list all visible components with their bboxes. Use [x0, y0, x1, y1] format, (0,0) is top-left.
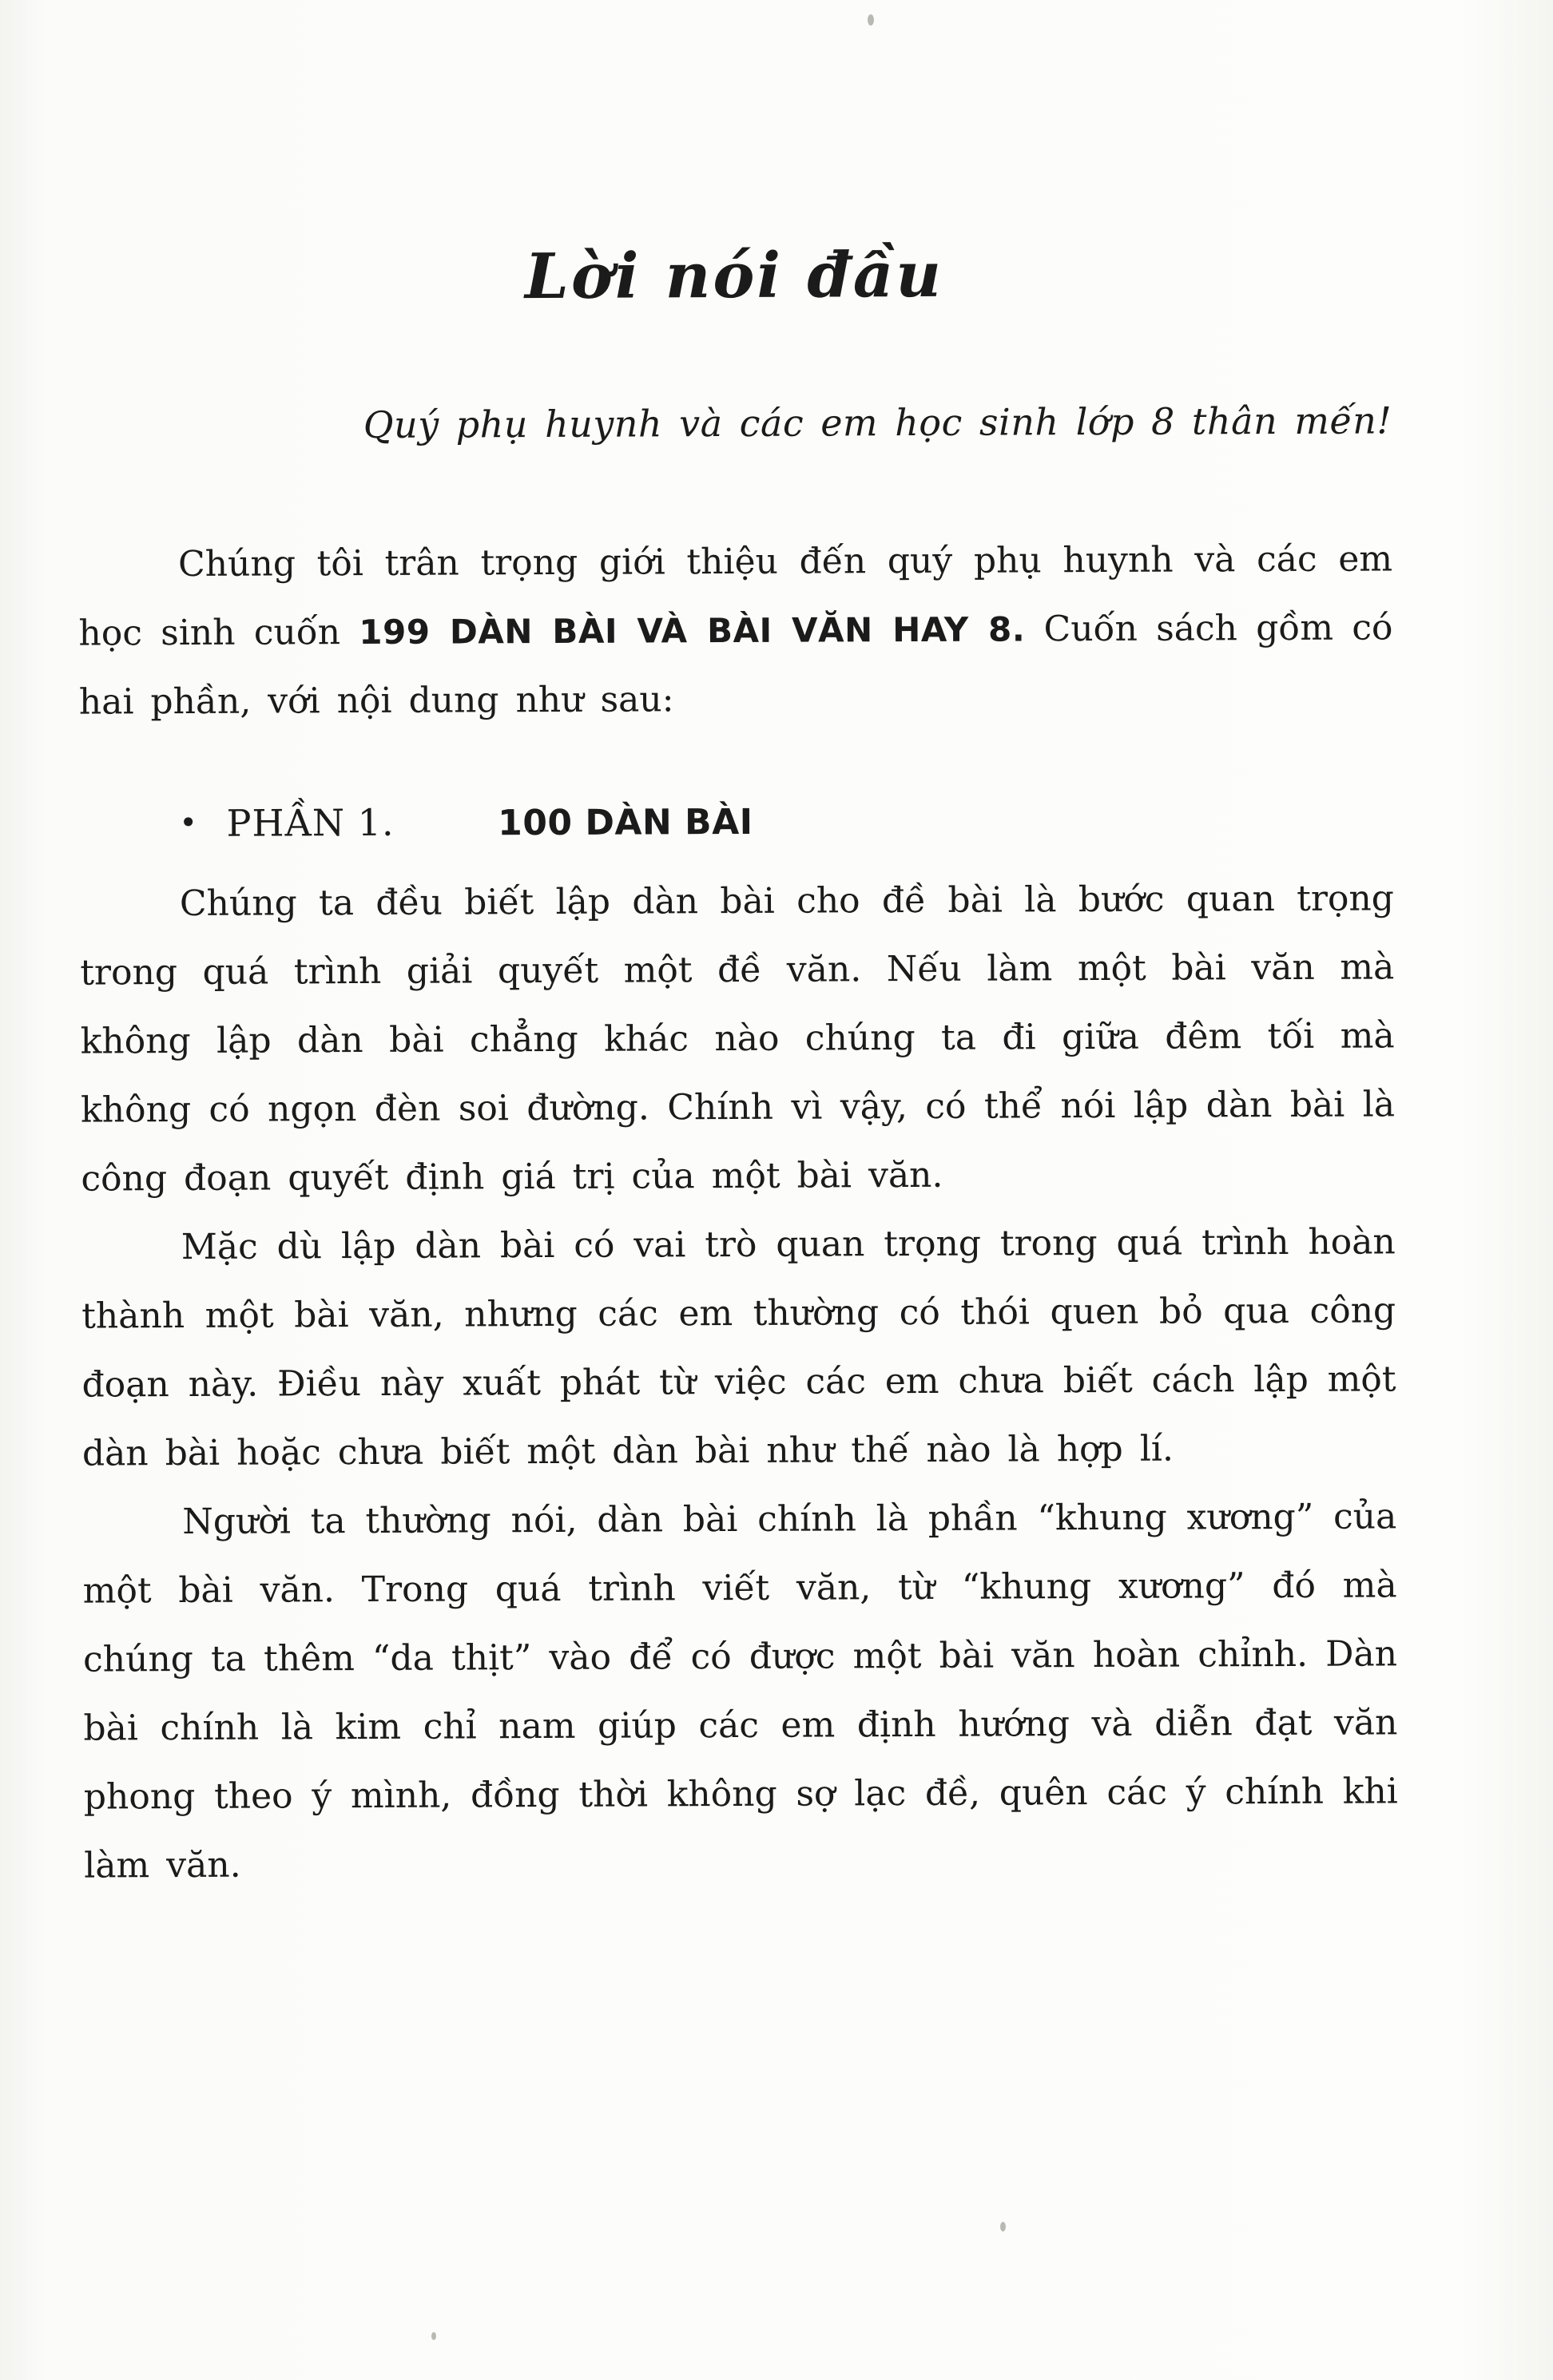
body-paragraph-3: Người ta thường nói, dàn bài chính là phần “khung xương” của một bài văn. Trong quá trình viết văn, từ “khung xương” đó mà chúng ta thêm “da thịt” vào để có được một bài văn hoàn chỉnh. Dàn bài chính là kim chỉ nam giúp các em định hướng và diễn đạt văn phong theo ý mình, đồng thời không sợ lạc đề, quên các ý chính khi làm văn. [82, 1496, 1398, 1886]
book-title: 199 DÀN BÀI VÀ BÀI VĂN HAY 8. [359, 609, 1026, 653]
intro-text-before: Chúng tôi trân trọng giới thiệu đến quý phụ huynh và các em học sinh cuốn [78, 538, 1393, 654]
section-title: 100 DÀN BÀI [498, 801, 753, 844]
intro-paragraph [78, 525, 1393, 736]
section-heading [79, 793, 1393, 849]
scan-speck [431, 2332, 436, 2340]
body-paragraph-2: Mặc dù lập dàn bài có vai trò quan trọng trong quá trình hoàn thành một bài văn, nhưng các em thường có thói quen bỏ qua công đoạn này. Điều này xuất phát từ việc các em chưa biết cách lập một dàn bài hoặc chưa biết một dàn bài như thế nào là hợp lí. [81, 1221, 1396, 1474]
intro-text-after: Cuốn sách gồm có hai phần, với nội dung như sau: [78, 607, 1393, 723]
body-paragraph-1: Chúng ta đều biết lập dàn bài cho đề bài là bước quan trọng trong quá trình giải quyết một đề văn. Nếu làm một bài văn mà không lập dàn bài chẳng khác nào chúng ta đi giữa đêm tối mà không có ngọn đèn soi đường. Chính vì vậy, có thể nói lập dàn bài là công đoạn quyết định giá trị của một bài văn. [80, 878, 1396, 1200]
salutation-line: Quý phụ huynh và các em học sinh lớp 8 thân mến! [363, 399, 1392, 447]
scan-speck [1000, 2222, 1006, 2231]
page-content [76, 0, 1398, 1901]
bullet-icon: • [179, 804, 198, 841]
page-title: Lời nói đầu [524, 238, 944, 314]
section-label: PHẦN 1. [226, 800, 395, 845]
